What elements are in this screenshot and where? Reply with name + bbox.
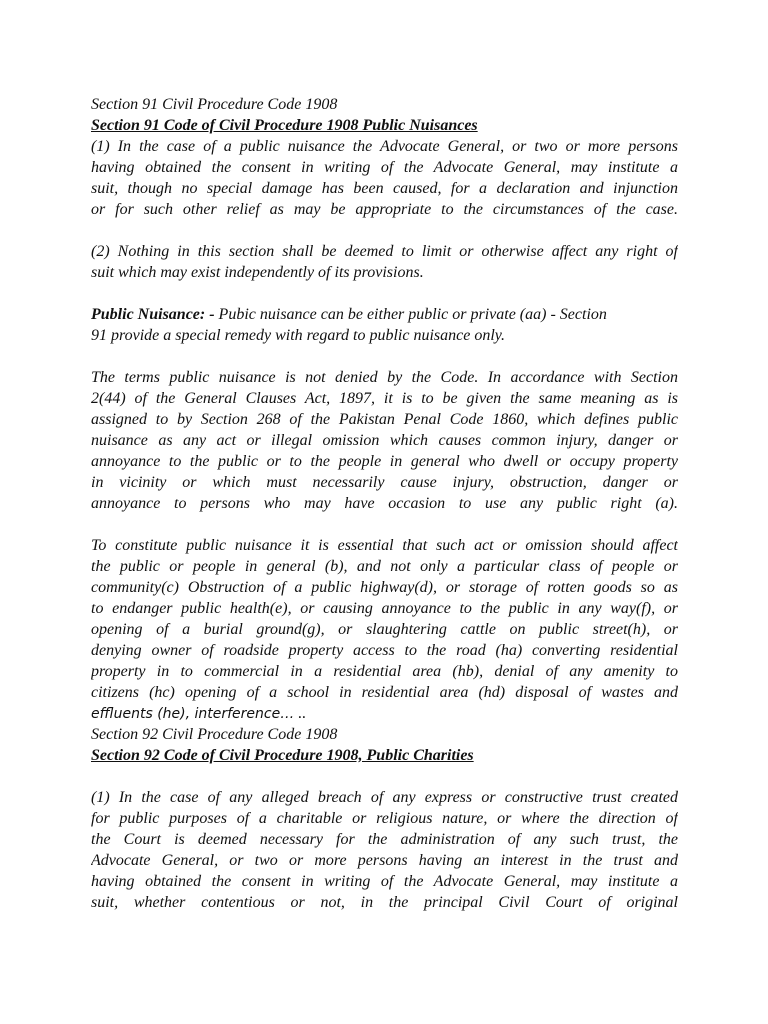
text-line: citizens (hc) opening of a school in residential area (hd) disposal of wastes and [91,684,678,701]
document-page [91,94,678,913]
effluents-text: effluents (he), interference… [91,706,295,722]
text-line: for public purposes of a charitable or religious nature, or where the direction of [91,810,678,827]
text-line: or for such other relief as may be appropriate to the circumstances of the case. [91,201,678,218]
paragraph-6 [91,787,678,913]
text-line: Advocate General, or two or more persons having an interest in the trust and [91,852,678,869]
paragraph-2 [91,241,678,283]
text-line [91,703,678,724]
spacer [91,766,678,787]
public-nuisance-label: Public Nuisance: - [91,306,215,323]
trailing-dots: .. [294,705,307,722]
text-line: to endanger public health(e), or causing annoyance to the public in any way(f), or [91,600,678,617]
spacer [91,283,678,304]
text-line: suit, though no special damage has been caused, for a declaration and injunction [91,180,678,197]
paragraph-4 [91,367,678,514]
text-line: (1) In the case of any alleged breach of any express or constructive trust created [91,789,678,806]
text-line: property in to commercial in a residential area (hb), denial of any amenity to [91,663,678,680]
spacer [91,514,678,535]
paragraph-1 [91,136,678,220]
text-line: The terms public nuisance is not denied by the Code. In accordance with Section [91,369,678,386]
text-line: (2) Nothing in this section shall be deemed to limit or otherwise affect any right of [91,243,678,260]
section-91-title: Section 91 Civil Procedure Code 1908 [91,96,338,113]
text-line: in vicinity or which must necessarily cause injury, obstruction, danger or [91,474,678,491]
text-line: 91 provide a special remedy with regard to public nuisance only. [91,327,505,344]
text-line: nuisance as any act or illegal omission which causes common injury, danger or [91,432,678,449]
section-92-heading: Section 92 Code of Civil Procedure 1908, Public Charities [91,747,474,764]
text-line: opening of a burial ground(g), or slaughtering cattle on public street(h), or [91,621,678,638]
text-line: (1) In the case of a public nuisance the Advocate General, or two or more persons [91,138,678,155]
section-92-title: Section 92 Civil Procedure Code 1908 [91,726,338,743]
text-line: the public or people in general (b), and not only a particular class of people or [91,558,678,575]
spacer [91,220,678,241]
text-line: having obtained the consent in writing of the Advocate General, may institute a [91,873,678,890]
text-line: having obtained the consent in writing of the Advocate General, may institute a [91,159,678,176]
section-91-heading: Section 91 Code of Civil Procedure 1908 Public Nuisances [91,117,478,134]
text-line: suit, whether contentious or not, in the principal Civil Court of original [91,894,678,911]
text-line: annoyance to the public or to the people in general who dwell or occupy property [91,453,678,470]
text-line: annoyance to persons who may have occasion to use any public right (a). [91,495,678,512]
spacer [91,346,678,367]
text-line: assigned to by Section 268 of the Pakistan Penal Code 1860, which defines public [91,411,678,428]
text-line: suit which may exist independently of its provisions. [91,264,424,281]
text-line: denying owner of roadside property access to the road (ha) converting residential [91,642,678,659]
text-line: 2(44) of the General Clauses Act, 1897, it is to be given the same meaning as is [91,390,678,407]
paragraph-public-nuisance [91,304,678,346]
text-line: To constitute public nuisance it is essential that such act or omission should affect [91,537,678,554]
text-line: the Court is deemed necessary for the administration of any such trust, the [91,831,678,848]
text-line [91,304,678,325]
paragraph-5 [91,535,678,724]
public-nuisance-definition: Pubic nuisance can be either public or private (aa) - Section [214,306,607,323]
text-line: community(c) Obstruction of a public highway(d), or storage of rotten goods so as [91,579,678,596]
